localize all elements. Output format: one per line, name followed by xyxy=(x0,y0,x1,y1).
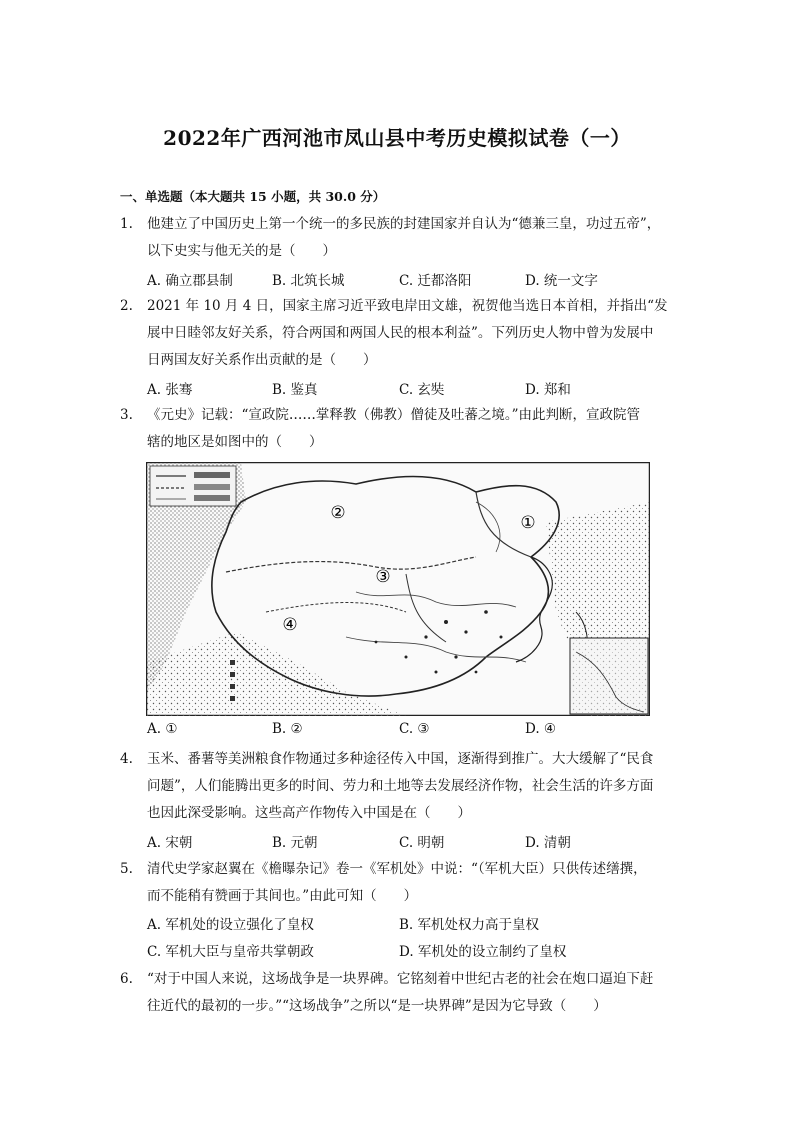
question-text-line: 问题”，人们能腾出更多的时间、劳力和土地等去发展经济作物，社会生活的许多方面 xyxy=(147,778,654,794)
map-label-3: ③ xyxy=(375,567,391,587)
question-text-line: 《元史》记载：“宣政院……掌释教（佛教）僧徒及吐蕃之境。”由此判断，宣政院管 xyxy=(147,407,641,423)
question-text-line: 他建立了中国历史上第一个统一的多民族的封建国家并自认为“德兼三皇，功过五帝”， xyxy=(147,216,661,232)
question-number: 5. xyxy=(120,861,133,877)
option-b[interactable]: B. 鉴真 xyxy=(272,382,318,398)
question-text-line: 展中日睦邻友好关系，符合两国和两国人民的根本利益”。下列历史人物中曾为发展中 xyxy=(147,325,654,341)
option-a[interactable]: A. 宋朝 xyxy=(147,835,193,851)
section-heading: 一、单选题（本大题共 15 小题，共 30.0 分） xyxy=(120,189,386,204)
option-c[interactable]: C. ③ xyxy=(399,721,430,737)
map-label-4: ④ xyxy=(282,615,298,635)
question-number: 6. xyxy=(120,971,133,987)
question-5 xyxy=(120,856,680,910)
option-d[interactable]: D. ④ xyxy=(525,721,557,737)
option-c[interactable]: C. 明朝 xyxy=(399,835,445,851)
question-text-line: 日两国友好关系作出贡献的是（ ） xyxy=(147,352,377,368)
option-a[interactable]: A. ① xyxy=(147,721,178,737)
option-a[interactable]: A. 确立郡县制 xyxy=(147,273,233,289)
historical-map xyxy=(146,462,650,716)
question-text-line: “对于中国人来说，这场战争是一块界碑。它铭刻着中世纪古老的社会在炮口逼迫下赶 xyxy=(147,971,654,987)
question-3 xyxy=(120,402,680,456)
option-a[interactable]: A. 军机处的设立强化了皇权 xyxy=(147,917,314,933)
option-a[interactable]: A. 张骞 xyxy=(147,382,193,398)
question-text-line: 辖的地区是如图中的（ ） xyxy=(147,434,323,450)
question-1 xyxy=(120,211,680,265)
question-6 xyxy=(120,966,680,1020)
option-c[interactable]: C. 玄奘 xyxy=(399,382,445,398)
question-text-line: 往近代的最初的一步。”“这场战争”之所以“是一块界碑”是因为它导致（ ） xyxy=(147,998,607,1014)
option-c[interactable]: C. 迁都洛阳 xyxy=(399,273,472,289)
option-b[interactable]: B. 北筑长城 xyxy=(272,273,345,289)
option-b[interactable]: B. ② xyxy=(272,721,303,737)
question-text-line: 2021 年 10 月 4 日，国家主席习近平致电岸田文雄，祝贺他当选日本首相，并指出“发 xyxy=(147,298,668,314)
map-label-2: ② xyxy=(330,503,346,523)
exam-title: 2022年广西河池市凤山县中考历史模拟试卷（一） xyxy=(163,126,631,150)
question-number: 2. xyxy=(120,298,133,314)
question-text-line: 而不能稍有赞画于其间也。”由此可知（ ） xyxy=(147,888,418,904)
option-d[interactable]: D. 统一文字 xyxy=(525,273,598,289)
question-number: 1. xyxy=(120,216,133,232)
option-d[interactable]: D. 军机处的设立制约了皇权 xyxy=(399,944,567,960)
question-number: 4. xyxy=(120,751,133,767)
option-d[interactable]: D. 清朝 xyxy=(525,835,571,851)
question-text-line: 以下史实与他无关的是（ ） xyxy=(147,243,336,259)
question-4 xyxy=(120,746,680,827)
question-text-line: 也因此深受影响。这些高产作物传入中国是在（ ） xyxy=(147,805,471,821)
option-c[interactable]: C. 军机大臣与皇帝共掌朝政 xyxy=(147,944,314,960)
question-text-line: 清代史学家赵翼在《檐曝杂记》卷一《军机处》中说：“（军机大臣）只供传述缮撰， xyxy=(147,861,647,877)
option-d[interactable]: D. 郑和 xyxy=(525,382,571,398)
map-label-1: ① xyxy=(520,513,536,533)
question-2 xyxy=(120,293,680,374)
option-b[interactable]: B. 元朝 xyxy=(272,835,318,851)
option-b[interactable]: B. 军机处权力高于皇权 xyxy=(399,917,540,933)
question-number: 3. xyxy=(120,407,133,423)
question-text-line: 玉米、番薯等美洲粮食作物通过多种途径传入中国，逐渐得到推广。大大缓解了“民食 xyxy=(147,751,654,767)
